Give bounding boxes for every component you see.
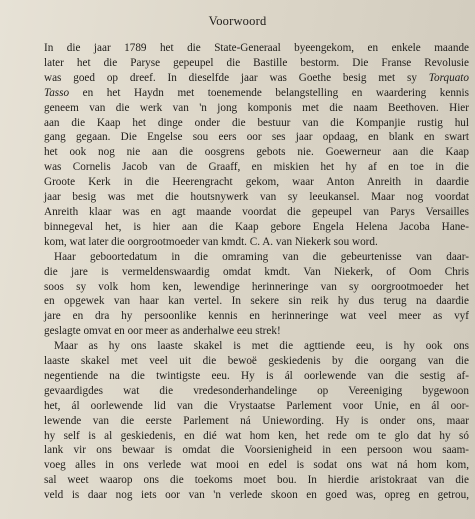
- line-text: Anreith klaar was en agt maande voordat die gepeupel van Parys Versailles: [44, 205, 469, 218]
- line-text: gang gegaan. Die Engelse sou eers oor ses jaar opdaag, en blank en swart: [44, 131, 469, 144]
- text-line: [44, 56, 469, 71]
- text-line: [44, 190, 469, 205]
- line-text: soos sy volk hom ken, lewendige herinneringe van sy oorgrootmoeder het: [44, 280, 469, 293]
- line-text: Haar geboortedatum in die omraming van die gebeurtenisse van daar-: [54, 250, 469, 263]
- line-text: en het Haydn met toenemende belangstelling en waardering kennis: [69, 86, 469, 99]
- text-line: [44, 265, 469, 280]
- text-line: [44, 339, 469, 354]
- line-text: het ook nog nie aan die oosgrens gebots nie. Goewerneur aan die Kaap: [44, 146, 469, 159]
- line-text: jaar besig was met die houtsnywerk van sy leeukansel. Maar nog voordat: [44, 191, 469, 204]
- line-text: In die jaar 1789 het die State-Generaal byeengekom, en enkele maande: [44, 42, 469, 54]
- text-line: [44, 205, 469, 220]
- italic-title: Tasso: [44, 86, 70, 99]
- line-text: later het die Paryse gepeupel die Bastille bestorm. Die Franse Revolusie: [44, 56, 469, 69]
- text-line: [44, 220, 469, 235]
- text-line: [44, 235, 469, 250]
- text-line: [44, 488, 469, 503]
- text-line: [44, 294, 469, 309]
- line-text: geslagte omvat en oor meer as anderhalwe eeu strek!: [44, 325, 281, 338]
- italic-title: Torquato: [428, 71, 469, 84]
- line-text: die jare is vermeldenswaardig omdat kmdt. Van Niekerk, of Oom Chris: [44, 265, 469, 278]
- line-text: aan die Kaap het dinge onder die bestuur van die Kompanjie rustig hul: [44, 116, 469, 129]
- text-line: [44, 86, 469, 101]
- text-line: [44, 309, 469, 324]
- line-text: gevaardigdes wat die vredesonderhandelinge op Vereeniging bygewoon: [44, 384, 469, 397]
- text-line: [44, 101, 469, 116]
- line-text: Groote Kerk in die Heerengracht gekom, waar Anton Anreith in daardie: [44, 176, 469, 189]
- text-line: [44, 429, 469, 444]
- line-text: veld is daar nog iets oor van 'n verlede skoon en goed was, opreg en getrou,: [44, 489, 469, 502]
- text-line: [44, 414, 469, 429]
- line-text: hy self is al geskiedenis, en dié wat hom ken, het rede om te glo dat hy só: [44, 429, 469, 442]
- text-line: [44, 145, 469, 160]
- text-line: [44, 473, 469, 488]
- text-line: [44, 116, 469, 131]
- line-text: laaste skakel met veel uit die bewoë geskiedenis by die oorgang van die: [44, 355, 469, 368]
- body-text: [44, 41, 469, 503]
- text-line: [44, 354, 469, 369]
- line-text: geneem van die werk van 'n jong komponis met die naam Beethoven. Hier: [44, 101, 469, 114]
- text-line: [44, 175, 469, 190]
- line-text: Maar as hy ons laaste skakel is met die agttiende eeu, is hy ook ons: [54, 340, 469, 353]
- line-text: binnegeval het, is hier aan die Kaap gebore Engela Helena Jacoba Hane-: [44, 220, 469, 233]
- text-line: [44, 41, 469, 56]
- line-text: kom, wat later die oorgrootmoeder van kmdt. C. A. van Niekerk sou word.: [44, 235, 378, 248]
- line-text: jare en dra hy persoonlike kennis en herinneringe wat veel meer as vyf: [44, 310, 469, 323]
- line-text: negentiende na die twintigste eeu. Hy is ál oorlewende van die sestig af-: [44, 369, 469, 382]
- line-text: was goed op dreef. In dieselfde jaar was Goethe besig met sy: [44, 71, 429, 84]
- text-line: [44, 250, 469, 265]
- line-text: sal weet waarop ons die toekoms moet bou. In hierdie aristokraat van die: [44, 474, 469, 487]
- line-text: lank vir ons bewaar is omdat die Voorsienigheid in een persoon wou saam-: [44, 444, 469, 457]
- line-text: voeg alles in ons verlede wat mooi en edel is sodat ons wat ná hom kom,: [44, 459, 469, 472]
- text-line: [44, 384, 469, 399]
- text-line: [44, 280, 469, 295]
- text-line: [44, 458, 469, 473]
- text-line: [44, 443, 469, 458]
- line-text: lewende van die eerste Parlement ná Uniewording. Hy is onder ons, maar: [44, 414, 469, 427]
- text-line: [44, 324, 469, 339]
- text-line: [44, 130, 469, 145]
- text-line: [44, 160, 469, 175]
- line-text: was Cornelis Jacob van de Graaff, en miskien het hy af en toe in die: [44, 161, 469, 174]
- text-line: [44, 399, 469, 414]
- text-line: [44, 369, 469, 384]
- line-text: het, ál oorlewende lid van die Vrystaatse Parlement voor Unie, en ál oor-: [44, 399, 469, 412]
- line-text: en opgewek van haar kan vertel. In sekere sin reik hy dus terug na daardie: [44, 295, 469, 308]
- chapter-heading: Voorwoord: [208, 14, 267, 28]
- text-line: [44, 71, 469, 86]
